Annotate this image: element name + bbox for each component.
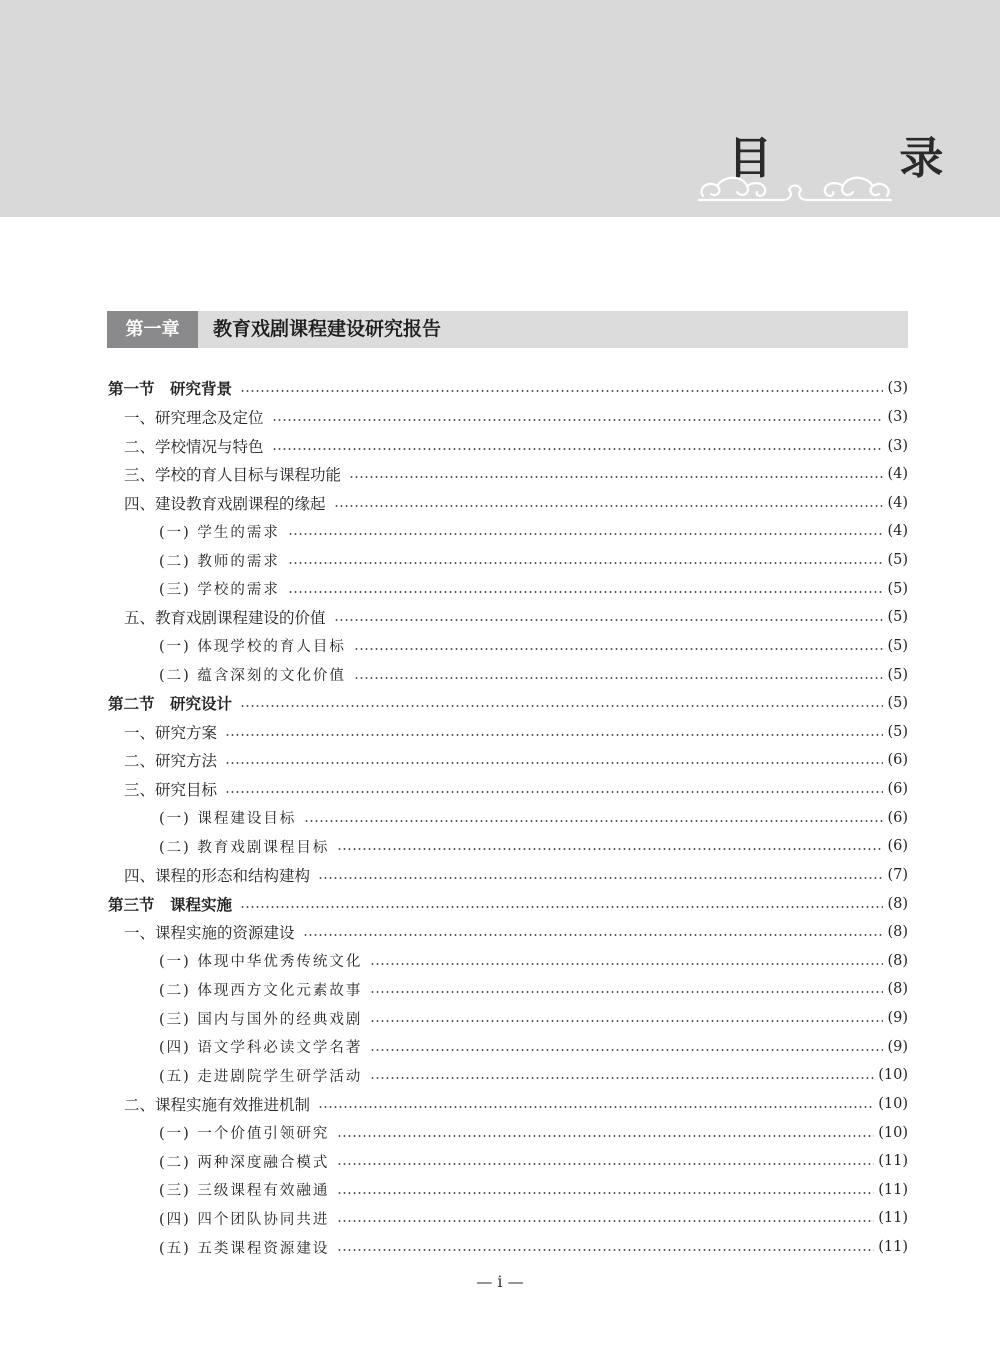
dot-leader [334,505,884,507]
dot-leader [349,476,883,478]
dot-leader [304,820,883,822]
toc-entry[interactable] [108,1061,908,1090]
toc-entry[interactable] [108,1176,908,1205]
toc-entry-title: 四、课程的形态和结构建构 [124,866,311,885]
toc-entry[interactable] [108,460,908,489]
toc-entry[interactable] [108,803,908,832]
toc-entry[interactable] [108,1090,908,1119]
toc-entry-title: (二) 蕴含深刻的文化价值 [159,668,346,685]
dot-leader [318,1106,874,1108]
toc-entry-title: 一、课程实施的资源建设 [124,924,295,943]
toc-entry-title: 二、研究方法 [124,752,218,771]
toc-entry-title: (二) 体现西方文化元素故事 [159,982,363,999]
dot-leader [225,791,883,793]
toc-entry-title: 三、研究目标 [124,781,218,800]
toc-entry-page: (7) [887,866,908,883]
page-number: — i — [476,1272,524,1291]
toc-entry-page: (5) [887,580,908,597]
toc-entry[interactable] [108,947,908,976]
toc-entry-title: (五) 五类课程资源建设 [159,1240,330,1257]
dot-leader [288,562,884,564]
toc-entry[interactable] [108,489,908,518]
toc-entry-title: (三) 学校的需求 [159,582,280,599]
toc-entry-page: (8) [887,952,908,969]
toc-entry-page: (3) [887,408,908,425]
dot-leader [240,705,883,707]
toc-entry-title: (一) 体现学校的育人目标 [159,639,346,656]
toc-entry[interactable] [108,403,908,432]
toc-entry-page: (5) [887,609,908,626]
toc-entry[interactable] [108,546,908,575]
chapter-heading [107,311,908,348]
toc-entry-page: (5) [887,695,908,712]
toc-entry[interactable] [108,746,908,775]
toc-entry-title: (一) 学生的需求 [159,524,280,541]
toc-entry-page: (8) [887,895,908,912]
toc-entry-page: (8) [887,924,908,941]
dot-leader [334,619,884,621]
toc-entry-title: (二) 教师的需求 [159,553,280,570]
toc-entry[interactable] [108,1147,908,1176]
toc-entry[interactable] [108,1233,908,1262]
chapter-label: 第一章 [107,311,198,348]
toc-entry[interactable] [108,574,908,603]
dot-leader [337,848,883,850]
dot-leader [370,963,883,965]
toc-entry-title: 二、学校情况与特色 [124,437,264,456]
dot-leader [272,448,884,450]
toc-entry-page: (6) [887,838,908,855]
toc-entry[interactable] [108,632,908,661]
dot-leader [354,677,884,679]
toc-entry-page: (4) [887,523,908,540]
dot-leader [337,1135,874,1137]
toc-entry[interactable] [108,718,908,747]
toc-entry-title: 四、建设教育戏剧课程的缘起 [124,494,326,513]
dot-leader [337,1249,874,1251]
toc-entry-title: 五、教育戏剧课程建设的价值 [124,609,326,628]
table-of-contents [108,374,908,1261]
dot-leader [337,1220,874,1222]
toc-entry-page: (11) [878,1181,908,1198]
dot-leader [288,591,884,593]
toc-entry-title: 第一节 研究背景 [108,379,233,399]
toc-entry-title: 一、研究方案 [124,723,218,742]
dot-leader [337,1192,874,1194]
toc-entry-page: (6) [887,781,908,798]
toc-entry-title: (五) 走进剧院学生研学活动 [159,1068,363,1085]
toc-entry-page: (5) [887,552,908,569]
toc-entry-page: (9) [887,1010,908,1027]
toc-entry-page: (5) [887,637,908,654]
toc-entry[interactable] [108,1004,908,1033]
toc-entry-title: (一) 课程建设目标 [159,811,297,828]
toc-entry-title: 第三节 课程实施 [108,894,233,914]
cloud-ornament-icon [695,166,895,206]
toc-entry-page: (10) [878,1067,908,1084]
toc-entry-title: (一) 一个价值引领研究 [159,1126,330,1143]
toc-entry[interactable] [108,689,908,718]
dot-leader [354,648,884,650]
toc-entry-title: (四) 语文学科必读文学名著 [159,1040,363,1057]
toc-entry-page: (11) [878,1210,908,1227]
toc-entry-title: 第二节 研究设计 [108,694,233,714]
toc-entry-title: (二) 教育戏剧课程目标 [159,839,330,856]
dot-leader [272,419,884,421]
toc-entry[interactable] [108,975,908,1004]
toc-entry-page: (6) [887,809,908,826]
toc-entry-page: (8) [887,981,908,998]
toc-entry[interactable] [108,832,908,861]
toc-entry[interactable] [108,660,908,689]
toc-entry-page: (3) [887,380,908,397]
toc-entry[interactable] [108,918,908,947]
dot-leader [240,390,883,392]
toc-entry-title: (一) 体现中华优秀传统文化 [159,954,363,971]
toc-entry[interactable] [108,889,908,918]
dot-leader [288,533,884,535]
toc-entry-page: (4) [887,466,908,483]
dot-leader [370,1049,883,1051]
dot-leader [370,1077,874,1079]
toc-entry-title: 二、课程实施有效推进机制 [124,1095,311,1114]
toc-entry-page: (10) [878,1124,908,1141]
toc-entry-title: (二) 两种深度融合模式 [159,1154,330,1171]
dot-leader [318,877,883,879]
toc-entry[interactable] [108,517,908,546]
toc-entry[interactable] [108,861,908,890]
dot-leader [337,1163,874,1165]
toc-entry[interactable] [108,603,908,632]
toc-entry-title: (三) 国内与国外的经典戏剧 [159,1011,363,1028]
toc-entry-page: (10) [878,1095,908,1112]
chapter-title: 教育戏剧课程建设研究报告 [213,318,442,340]
toc-entry[interactable] [108,431,908,460]
dot-leader [370,991,883,993]
toc-entry[interactable] [108,374,908,403]
toc-entry-page: (5) [887,723,908,740]
toc-entry-title: 一、研究理念及定位 [124,408,264,427]
page-title: 目 录 [728,133,1000,184]
toc-entry-page: (11) [878,1239,908,1256]
dot-leader [240,906,883,908]
toc-entry-page: (3) [887,437,908,454]
dot-leader [370,1020,883,1022]
toc-entry-page: (5) [887,666,908,683]
toc-entry-title: (三) 三级课程有效融通 [159,1183,330,1200]
toc-entry-title: 三、学校的育人目标与课程功能 [124,466,342,485]
toc-entry-page: (6) [887,752,908,769]
toc-entry[interactable] [108,1204,908,1233]
dot-leader [303,934,884,936]
dot-leader [225,734,883,736]
toc-entry-page: (4) [887,494,908,511]
toc-entry-page: (11) [878,1153,908,1170]
toc-entry[interactable] [108,1118,908,1147]
toc-entry[interactable] [108,1032,908,1061]
toc-entry[interactable] [108,775,908,804]
toc-entry-title: (四) 四个团队协同共进 [159,1211,330,1228]
dot-leader [225,762,883,764]
toc-entry-page: (9) [887,1038,908,1055]
